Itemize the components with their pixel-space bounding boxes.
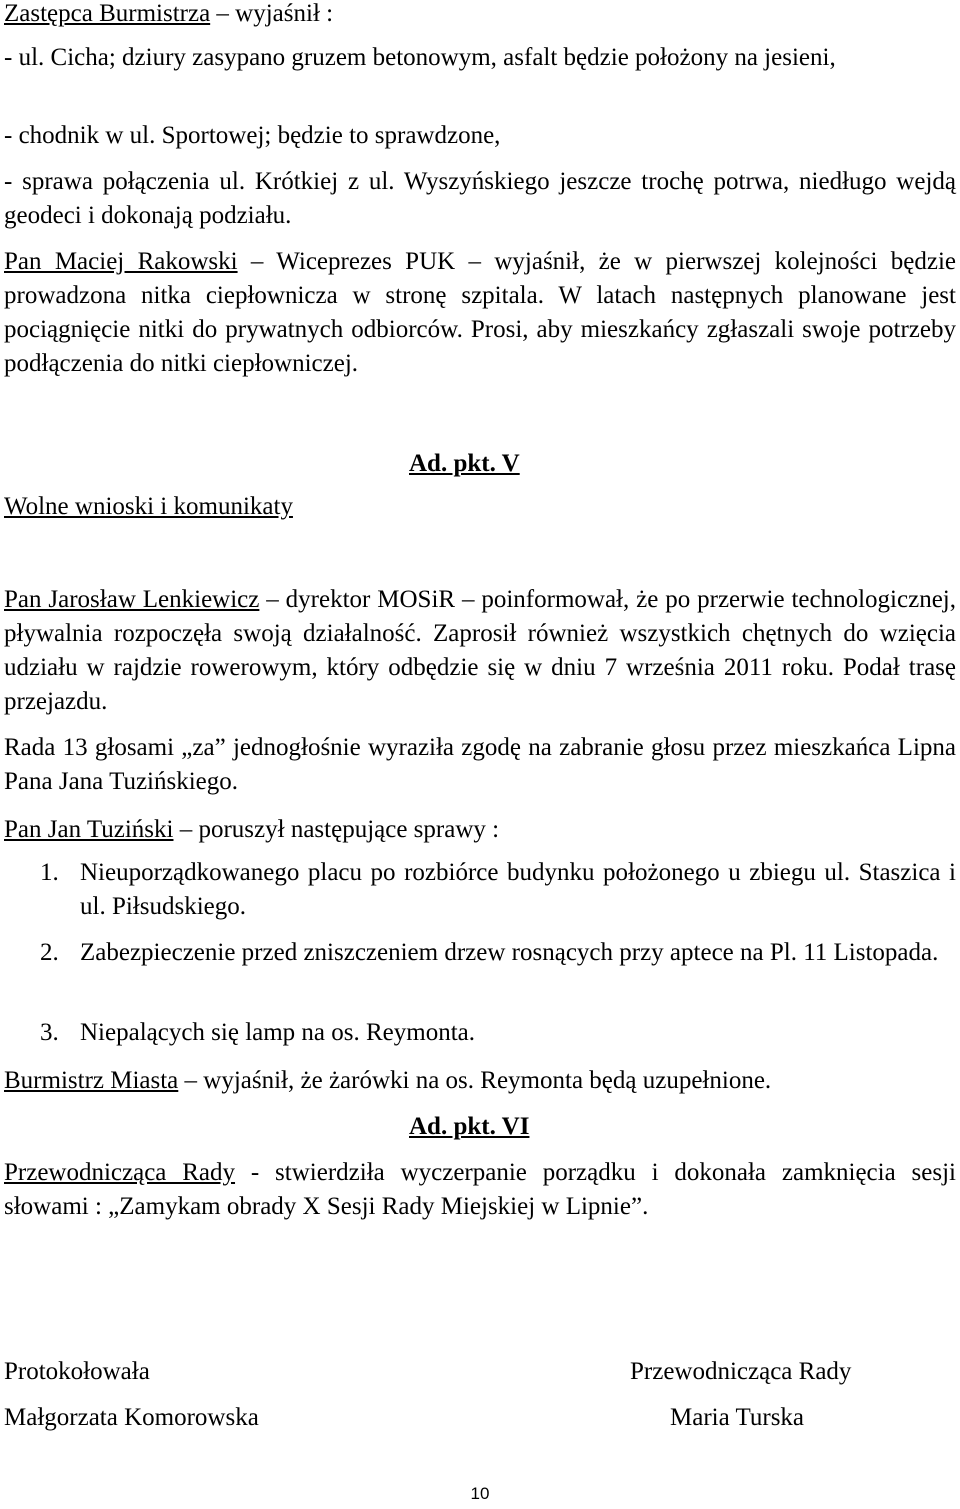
tuzinski-speaker: Pan Jan Tuziński: [4, 816, 174, 843]
list-text: Niepalących się lamp na os. Reymonta.: [80, 1019, 476, 1046]
section-v-title: Wolne wnioski i komunikaty: [4, 493, 293, 520]
signature-right-name: Maria Turska: [670, 1404, 805, 1431]
list-item: [4, 936, 956, 1004]
section-v-heading: Ad. pkt. V: [409, 450, 520, 477]
section-vi-heading: Ad. pkt. VI: [409, 1113, 530, 1140]
lenkiewicz-paragraph: [4, 583, 956, 719]
rada-paragraph: Rada 13 głosami „za” jednogłośnie wyraziła zgodę na zabranie głosu przez mieszkańca Lipna Pana Jana Tuzińskiego.: [4, 734, 956, 795]
list-item: [4, 856, 956, 924]
list-item: [4, 1016, 956, 1050]
rakowski-text: – Wiceprezes PUK – wyjaśnił, że w pierwszej kolejności będzie prowadzona nitka ciepłownicza w stronę szpitala. W latach następnych planowane jest pociągnięcie nitki do prywatnych odbiorców. Prosi, aby mieszkańcy zgłaszali swoje potrzeby podłączenia do nitki ciepłowniczej.: [4, 248, 956, 377]
list-text: Nieuporządkowanego placu po rozbiórce budynku położonego u zbiegu ul. Staszica i ul. Piłsudskiego.: [80, 859, 956, 920]
signature-right-role: Przewodnicząca Rady: [630, 1358, 852, 1385]
list-text: Zabezpieczenie przed zniszczeniem drzew rosnących przy aptece na Pl. 11 Listopada.: [80, 939, 939, 966]
vice-mayor-speaker: Zastępca Burmistrza: [4, 0, 211, 27]
vice-mayor-item-2: - chodnik w ul. Sportowej; będzie to sprawdzone,: [4, 122, 501, 149]
rakowski-paragraph: [4, 245, 956, 381]
list-number: 3.: [40, 1019, 59, 1046]
mayor-speaker: Burmistrz Miasta: [4, 1067, 179, 1094]
page-number: 10: [470, 1484, 490, 1503]
vice-mayor-item-3: - sprawa połączenia ul. Krótkiej z ul. Wyszyńskiego jeszcze trochę potrwa, niedługo wejdą geodeci i dokonają podziału.: [4, 168, 956, 229]
vice-mayor-item-1: - ul. Cicha; dziury zasypano gruzem betonowym, asfalt będzie położony na jesieni,: [4, 44, 836, 71]
signature-left-role: Protokołowała: [4, 1358, 150, 1385]
list-number: 2.: [40, 939, 59, 966]
lenkiewicz-text: – dyrektor MOSiR – poinformował, że po przerwie technologicznej, pływalnia rozpoczęła swoją działalność. Zaprosił również wszystkich chętnych do wzięcia udziału w rajdzie rowerowym, który odbędzie się w dniu 7 września 2011 roku. Podał trasę przejazdu.: [4, 586, 956, 715]
signature-left-name: Małgorzata Komorowska: [4, 1404, 259, 1431]
closing-text: - stwierdziła wyczerpanie porządku i dokonała zamknięcia sesji słowami : „Zamykam obrady X Sesji Rady Miejskiej w Lipnie”.: [4, 1159, 956, 1220]
mayor-text: – wyjaśnił, że żarówki na os. Reymonta będą uzupełnione.: [178, 1067, 772, 1094]
tuzinski-text: – poruszył następujące sprawy :: [173, 816, 500, 843]
tuzinski-heading: [4, 813, 956, 847]
lenkiewicz-speaker: Pan Jarosław Lenkiewicz: [4, 586, 260, 613]
list-number: 1.: [40, 859, 59, 886]
rakowski-speaker: Pan Maciej Rakowski: [4, 248, 238, 275]
closing-speaker: Przewodnicząca Rady: [4, 1159, 236, 1186]
vice-mayor-heading: [4, 0, 956, 31]
vice-mayor-suffix: – wyjaśnił :: [210, 0, 334, 27]
mayor-paragraph: [4, 1064, 956, 1098]
closing-paragraph: [4, 1156, 956, 1224]
